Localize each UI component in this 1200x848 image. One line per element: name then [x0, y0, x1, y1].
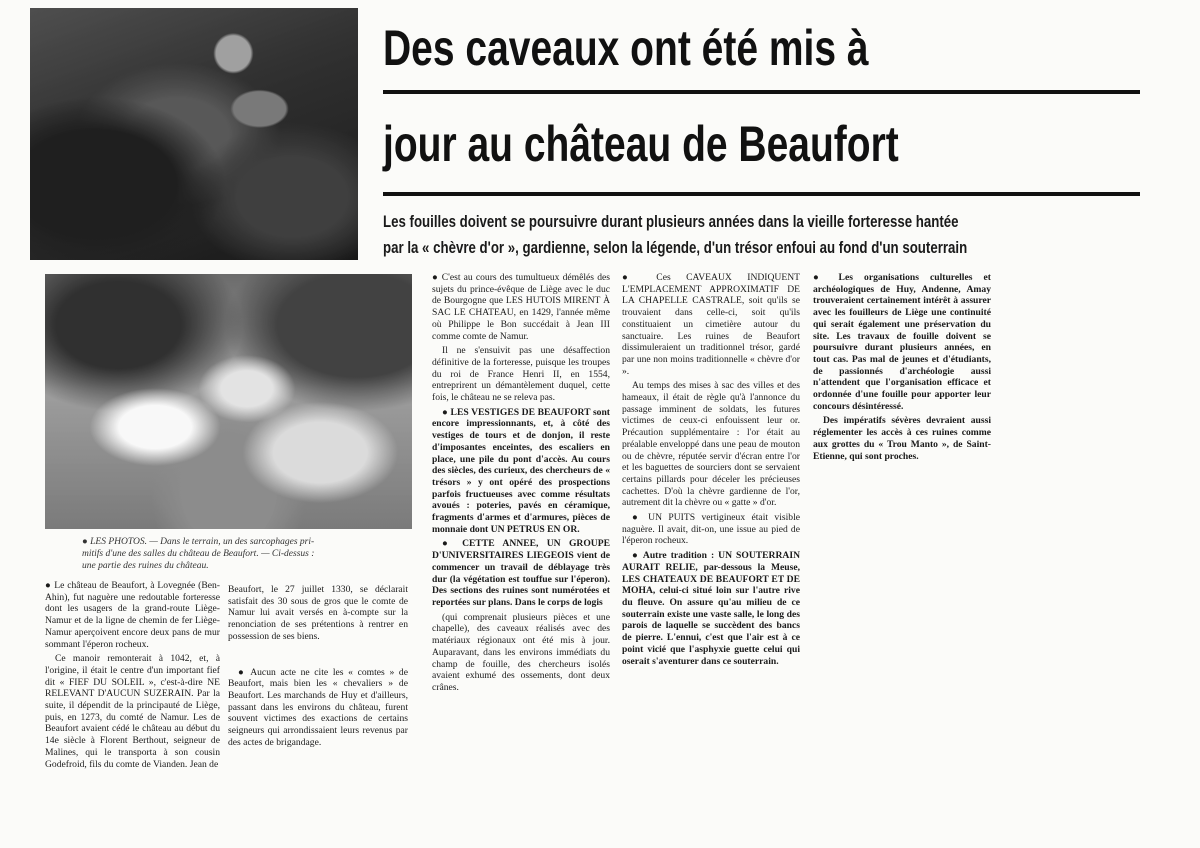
col4-paragraph-2: Au temps des mises à sac des villes et des hameaux, il était de règle qu'à l'annonce du passage imminent de soldats, les futures victimes de ceux-ci enfouissent leur or. Précaution supplémentaire : l'or était au préalable enveloppé dans une peau de mouton ou de chèvre, réputée servir d'écran entre l'or et les baguettes de sourciers dont se servaient certains pillards pour déceler les précieuses cachettes. D'où la chèvre gardienne de l'or, autrement dit la chèvre ou « gatte » d'or. — [622, 380, 800, 509]
col5-paragraph-1: ● Les organisations culturelles et archéologiques de Huy, Andenne, Amay trouveraient certainement intérêt à assurer avec les fouilleurs de Liège une continuité qui serait également une préservation du site. Les travaux de fouille doivent se poursuivre durant plusieurs années, en tout cas. Pas mal de jeunes et d'étudiants, de passionnés d'archéologie aussi n'attendent que l'organisation efficace et ordonnée d'une fouille pour apporter leur concours désintéressé. — [813, 272, 991, 412]
col2-paragraph-1: Beaufort, le 27 juillet 1330, se déclarait satisfait des 30 sous de gros que le comte de Namur lui avait versés en à-compte sur la renonciation de ses prétentions à rentrer en possession de ses biens. — [228, 584, 408, 642]
col2-paragraph-2: ● Aucun acte ne cite les « comtes » de Beaufort, mais bien les « chevaliers » de Beaufort. Les marchands de Huy et d'ailleurs, passant dans les environs du château, furent souvent victimes des exactions de certains seigneurs qui arrondissaient leurs revenus par des actes de brigandage. — [228, 666, 408, 748]
col1-paragraph-2: Ce manoir remonterait à 1042, et, à l'origine, il était le centre d'un important fief dit « FIEF DU SOLEIL », c'est-à-dire NE RELEVANT D'AUCUN SUZERAIN. Par la suite, il dépendit de la principauté de Liège, puis, en 1273, du comté de Namur. Les de Beaufort avaient cédé le château au début du 14e siècle à Florent Berthout, seigneur de Malines, qui le transporta à son cousin Godefroid, fils du comte de Vianden. Jean de — [45, 653, 220, 770]
col3-paragraph-4: ● CETTE ANNEE, UN GROUPE D'UNIVERSITAIRES LIEGEOIS vient de commencer un travail de déblayage très dur (la végétation est touffue sur l'éperon). Des sections des ruines sont numérotées et reportées sur plans. Dans le corps de logis — [432, 538, 610, 608]
headline-line-2: jour au château de Beaufort — [383, 116, 899, 172]
headline-rule-2 — [383, 192, 1140, 196]
article-column-2 — [228, 584, 408, 751]
headline-line-1: Des caveaux ont été mis à — [383, 20, 869, 76]
article-column-3 — [432, 272, 610, 697]
caption-line-3: une partie des ruines du château. — [82, 561, 209, 571]
article-column-1 — [45, 580, 220, 773]
photo-sarcophagus — [30, 8, 358, 260]
col4-paragraph-1: ● Ces CAVEAUX INDIQUENT L'EMPLACEMENT APPROXIMATIF DE LA CHAPELLE CASTRALE, soit qu'ils se trouvaient dans celle-ci, soit qu'ils constituaient un cimetière autour du sanctuaire. Les ruines de Beaufort dissimuleraient un traditionnel trésor, gardé par une non moins traditionnelle « chèvre d'or ». — [622, 272, 800, 377]
col3-paragraph-2: Il ne s'ensuivit pas une désaffection définitive de la forteresse, puisque les troupes du roi de France Henri II, en 1554, entreprirent un démantèlement duquel, cette fois, le château ne se releva pas. — [432, 345, 610, 404]
headline-rule-1 — [383, 90, 1140, 94]
col5-paragraph-2: Des impératifs sévères devraient aussi réglementer les accès à ces ruines comme aux grottes du « Trou Manto », de Saint-Etienne, qui sont proches. — [813, 415, 991, 462]
article-column-4 — [622, 272, 800, 670]
col1-paragraph-1: ● Le château de Beaufort, à Lovegnée (Ben-Ahin), fut naguère une redoutable forteresse dont les usagers de la grand-route Liège-Namur et de la ligne de chemin de fer Liège-Namur aperçoivent encore deux pans de mur sommant l'éperon rocheux. — [45, 580, 220, 650]
col3-paragraph-1: ● C'est au cours des tumultueux démêlés des sujets du prince-évêque de Liège avec le duc de Bourgogne que LES HUTOIS MIRENT À SAC LE CHATEAU, en 1429, l'année même où Philippe le Bon succédait à Jean III comme comte de Namur. — [432, 272, 610, 342]
col4-paragraph-3: ● UN PUITS vertigineux était visible naguère. Il avait, dit-on, une issue au pied de l'éperon rocheux. — [622, 512, 800, 547]
deck-line-1: Les fouilles doivent se poursuivre durant plusieurs années dans la vieille forteresse hantée — [383, 212, 959, 231]
caption-line-2: mitifs d'une des salles du château de Beaufort. — Ci-dessus : — [82, 549, 315, 559]
photo-caption — [82, 536, 412, 572]
col3-paragraph-3: ● LES VESTIGES DE BEAUFORT sont encore impressionnants, et, à côté des vestiges de tours et de donjon, il reste d'imposantes enceintes, des escaliers en place, une pile du pont d'accès. Au cours des siècles, des curieux, des chercheurs de « trésors » y ont opéré des prospections parfois fructueuses avec comme résultats avoués : poteries, pavés en céramique, fragments d'armes et d'armures, pièces de monnaie dont UN PETRUS EN OR. — [432, 406, 610, 535]
photo-castle-ruins — [45, 274, 412, 529]
col3-paragraph-5: (qui comprenait plusieurs pièces et une chapelle), des caveaux réalisés avec des matériaux régionaux ont été mis à jour. Auparavant, dans les environs immédiats du champ de fouille, des chercheurs isolés avaient exhumé des ossements, dont deux crânes. — [432, 611, 610, 693]
caption-line-1: ● LES PHOTOS. — Dans le terrain, un des sarcophages pri- — [82, 537, 315, 547]
deck-line-2: par la « chèvre d'or », gardienne, selon la légende, d'un trésor enfoui au fond d'un souterrain — [383, 238, 968, 257]
col4-paragraph-4: ● Autre tradition : UN SOUTERRAIN AURAIT RELIE, par-dessous la Meuse, LES CHATEAUX DE BEAUFORT ET DE MOHA, celui-ci situé loin sur l'autre rive du fleuve. On assure qu'au milieu de ce souterrain existe une vaste salle, le long des parois de laquelle se succèdent des bancs de pierre. L'ennui, c'est que l'air est à ce point vicié que l'asphyxie guette celui qui oserait s'aventurer dans ce souterrain. — [622, 550, 800, 667]
article-column-5 — [813, 272, 991, 465]
